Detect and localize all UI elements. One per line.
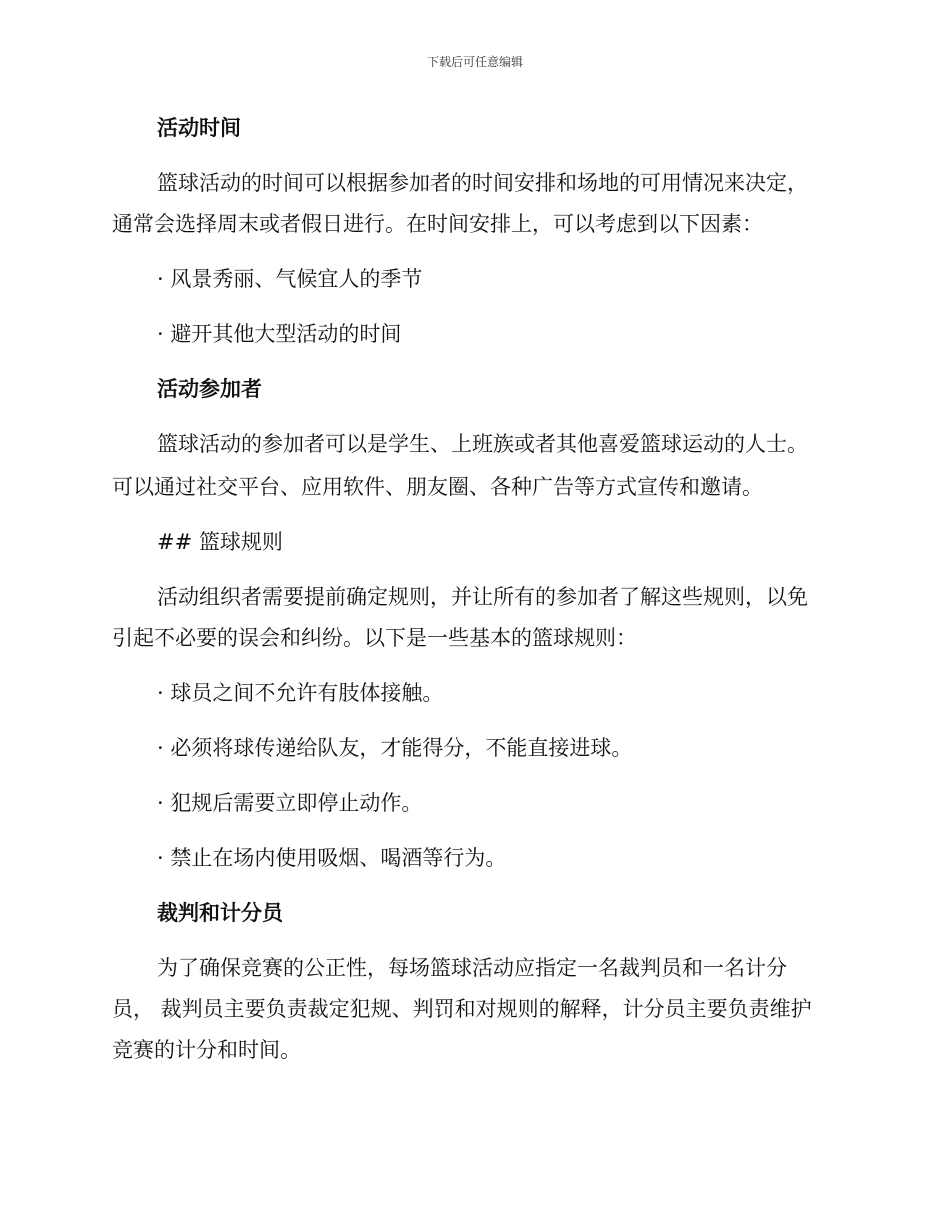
- paragraph-participants-line-2: 可以通过社交平台、应用软件、朋友圈、各种广告等方式宣传和邀请。: [112, 475, 763, 499]
- section-heading-rules: ## 篮球规则: [157, 530, 283, 554]
- paragraph-rules-line-1: 活动组织者需要提前确定规则，并让所有的参加者了解这些规则，以免: [157, 585, 808, 609]
- bullet-time-1: · 风景秀丽、气候宜人的季节: [157, 267, 423, 291]
- paragraph-referee-line-2: 员， 裁判员主要负责裁定犯规、判罚和对规则的解释，计分员主要负责维护: [112, 997, 812, 1021]
- bullet-rules-1: · 球员之间不允许有肢体接触。: [157, 681, 444, 705]
- section-heading-referee: 裁判和计分员: [157, 901, 283, 925]
- paragraph-referee-line-1: 为了确保竞赛的公正性，每场篮球活动应指定一名裁判员和一名计分: [157, 956, 787, 980]
- bullet-time-2: · 避开其他大型活动的时间: [157, 322, 402, 346]
- paragraph-participants-line-1: 篮球活动的参加者可以是学生、上班族或者其他喜爱篮球运动的人士。: [157, 432, 808, 456]
- section-heading-participants: 活动参加者: [157, 377, 262, 401]
- page-header-note: 下载后可任意编辑: [426, 55, 523, 69]
- paragraph-time-line-1: 篮球活动的时间可以根据参加者的时间安排和场地的可用情况来决定，: [157, 171, 808, 195]
- paragraph-rules-line-2: 引起不必要的误会和纠纷。以下是一些基本的篮球规则：: [112, 626, 637, 650]
- bullet-rules-3: · 犯规后需要立即停止动作。: [157, 791, 423, 815]
- paragraph-referee-line-3: 竞赛的计分和时间。: [112, 1038, 301, 1062]
- paragraph-time-line-2: 通常会选择周末或者假日进行。在时间安排上，可以考虑到以下因素：: [112, 212, 763, 236]
- bullet-rules-2: · 必须将球传递给队友，才能得分，不能直接进球。: [157, 736, 633, 760]
- section-heading-time: 活动时间: [157, 116, 241, 140]
- bullet-rules-4: · 禁止在场内使用吸烟、喝酒等行为。: [157, 846, 507, 870]
